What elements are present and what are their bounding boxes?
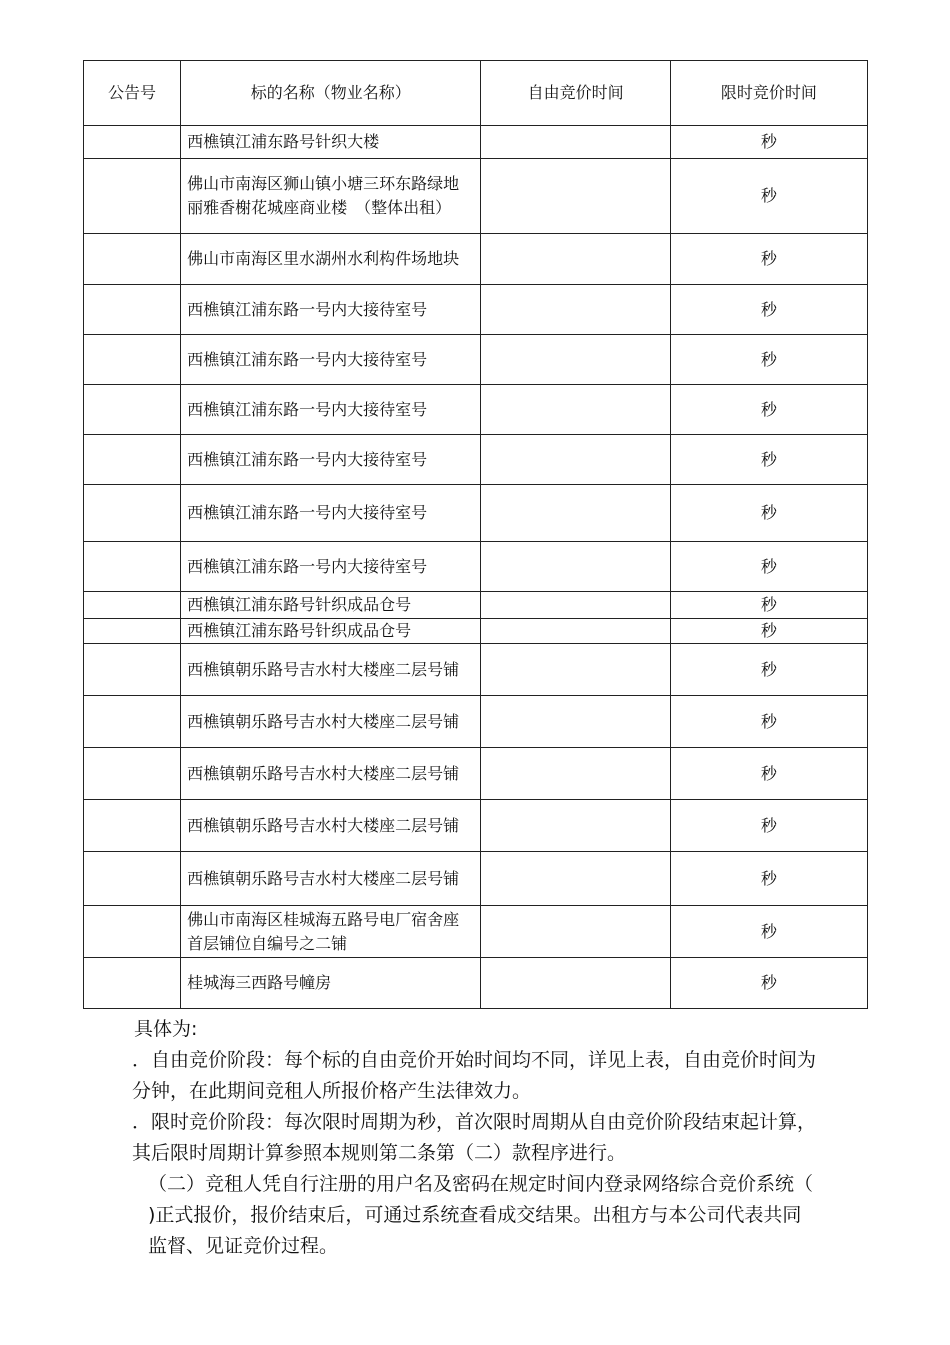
limited-bidding-rule: ．限时竞价阶段：每次限时周期为秒，首次限时周期从自由竞价阶段结束起计算，其后限时周期计算参照本规则第二条第（二）款程序进行。 — [132, 1111, 817, 1164]
table-row — [84, 435, 868, 485]
property-name-cell: 西樵镇江浦东路一号内大接待室号 — [181, 285, 481, 335]
notice-cell — [84, 542, 181, 592]
limit-time-cell: 秒 — [670, 435, 867, 485]
free-time-cell — [481, 234, 670, 285]
table-row — [84, 234, 868, 285]
table-row — [84, 958, 868, 1009]
property-name-cell: 西樵镇江浦东路一号内大接待室号 — [181, 385, 481, 435]
free-time-cell — [481, 644, 670, 696]
notice-cell — [84, 435, 181, 485]
limit-time-cell: 秒 — [670, 958, 867, 1009]
limit-time-cell: 秒 — [670, 696, 867, 748]
free-time-cell — [481, 619, 670, 644]
header-property-name: 标的名称（物业名称） — [181, 61, 481, 126]
free-time-cell — [481, 285, 670, 335]
notice-cell — [84, 958, 181, 1009]
property-name-cell: 佛山市南海区狮山镇小塘三环东路绿地丽雅香榭花城座商业楼 （整体出租） — [181, 159, 481, 234]
header-free-bidding-time: 自由竞价时间 — [481, 61, 670, 126]
free-time-cell — [481, 958, 670, 1009]
notice-cell — [84, 748, 181, 800]
property-name-cell: 西樵镇朝乐路号吉水村大楼座二层号铺 — [181, 696, 481, 748]
notice-cell — [84, 800, 181, 852]
notice-cell — [84, 852, 181, 906]
table-row — [84, 159, 868, 234]
table-row — [84, 542, 868, 592]
notice-cell — [84, 159, 181, 234]
free-time-cell — [481, 335, 670, 385]
table-row — [84, 748, 868, 800]
limit-time-cell: 秒 — [670, 126, 867, 159]
free-time-cell — [481, 385, 670, 435]
notice-cell — [84, 234, 181, 285]
limit-time-cell: 秒 — [670, 644, 867, 696]
limit-time-cell: 秒 — [670, 285, 867, 335]
limit-time-cell: 秒 — [670, 335, 867, 385]
property-name-cell: 佛山市南海区桂城海五路号电厂宿舍座首层铺位自编号之二铺 — [181, 906, 481, 958]
limit-time-cell: 秒 — [670, 385, 867, 435]
bidding-schedule-table — [83, 60, 868, 1009]
limit-time-cell: 秒 — [670, 592, 867, 619]
notice-cell — [84, 385, 181, 435]
table-header-row — [84, 61, 868, 126]
header-limited-bidding-time: 限时竞价时间 — [670, 61, 867, 126]
free-time-cell — [481, 748, 670, 800]
property-name-cell: 西樵镇朝乐路号吉水村大楼座二层号铺 — [181, 852, 481, 906]
property-name-cell: 西樵镇朝乐路号吉水村大楼座二层号铺 — [181, 644, 481, 696]
notice-cell — [84, 335, 181, 385]
property-name-cell: 西樵镇江浦东路号针织成品仓号 — [181, 619, 481, 644]
table-row — [84, 126, 868, 159]
limit-time-cell: 秒 — [670, 800, 867, 852]
free-time-cell — [481, 852, 670, 906]
intro-text: 具体为: — [134, 1018, 198, 1040]
property-name-cell: 西樵镇江浦东路一号内大接待室号 — [181, 435, 481, 485]
rules-text — [88, 1014, 818, 1262]
limit-time-cell: 秒 — [670, 906, 867, 958]
property-name-cell: 西樵镇江浦东路号针织大楼 — [181, 126, 481, 159]
property-name-cell: 西樵镇江浦东路号针织成品仓号 — [181, 592, 481, 619]
registration-rule: （二）竞租人凭自行注册的用户名及密码在规定时间内登录网络综合竞价系统（ )正式报价，报价结束后，可通过系统查看成交结果。出租方与本公司代表共同监督、见证竞价过程。 — [148, 1173, 814, 1257]
notice-cell — [84, 126, 181, 159]
free-time-cell — [481, 696, 670, 748]
property-name-cell: 西樵镇朝乐路号吉水村大楼座二层号铺 — [181, 748, 481, 800]
table-row — [84, 800, 868, 852]
limit-time-cell: 秒 — [670, 619, 867, 644]
notice-cell — [84, 906, 181, 958]
limit-time-cell: 秒 — [670, 159, 867, 234]
property-name-cell: 西樵镇江浦东路一号内大接待室号 — [181, 485, 481, 542]
table-row — [84, 906, 868, 958]
property-name-cell: 佛山市南海区里水湖州水利构件场地块 — [181, 234, 481, 285]
free-time-cell — [481, 159, 670, 234]
limit-time-cell: 秒 — [670, 852, 867, 906]
property-name-cell: 西樵镇江浦东路一号内大接待室号 — [181, 542, 481, 592]
table-row — [84, 335, 868, 385]
notice-cell — [84, 619, 181, 644]
free-time-cell — [481, 542, 670, 592]
table-row — [84, 485, 868, 542]
table-row — [84, 385, 868, 435]
table-row — [84, 644, 868, 696]
notice-cell — [84, 696, 181, 748]
property-name-cell: 桂城海三西路号幢房 — [181, 958, 481, 1009]
property-name-cell: 西樵镇朝乐路号吉水村大楼座二层号铺 — [181, 800, 481, 852]
limit-time-cell: 秒 — [670, 485, 867, 542]
table-row — [84, 592, 868, 619]
notice-cell — [84, 592, 181, 619]
table-row — [84, 852, 868, 906]
free-time-cell — [481, 435, 670, 485]
free-time-cell — [481, 906, 670, 958]
free-time-cell — [481, 800, 670, 852]
free-time-cell — [481, 485, 670, 542]
table-row — [84, 285, 868, 335]
notice-cell — [84, 485, 181, 542]
free-bidding-rule: ．自由竞价阶段：每个标的自由竞价开始时间均不同，详见上表，自由竞价时间为分钟，在此期间竞租人所报价格产生法律效力。 — [132, 1049, 817, 1102]
property-name-cell: 西樵镇江浦东路一号内大接待室号 — [181, 335, 481, 385]
free-time-cell — [481, 592, 670, 619]
notice-cell — [84, 644, 181, 696]
limit-time-cell: 秒 — [670, 542, 867, 592]
notice-cell — [84, 285, 181, 335]
free-time-cell — [481, 126, 670, 159]
table-row — [84, 696, 868, 748]
header-notice-number: 公告号 — [84, 61, 181, 126]
table-row — [84, 619, 868, 644]
limit-time-cell: 秒 — [670, 234, 867, 285]
limit-time-cell: 秒 — [670, 748, 867, 800]
